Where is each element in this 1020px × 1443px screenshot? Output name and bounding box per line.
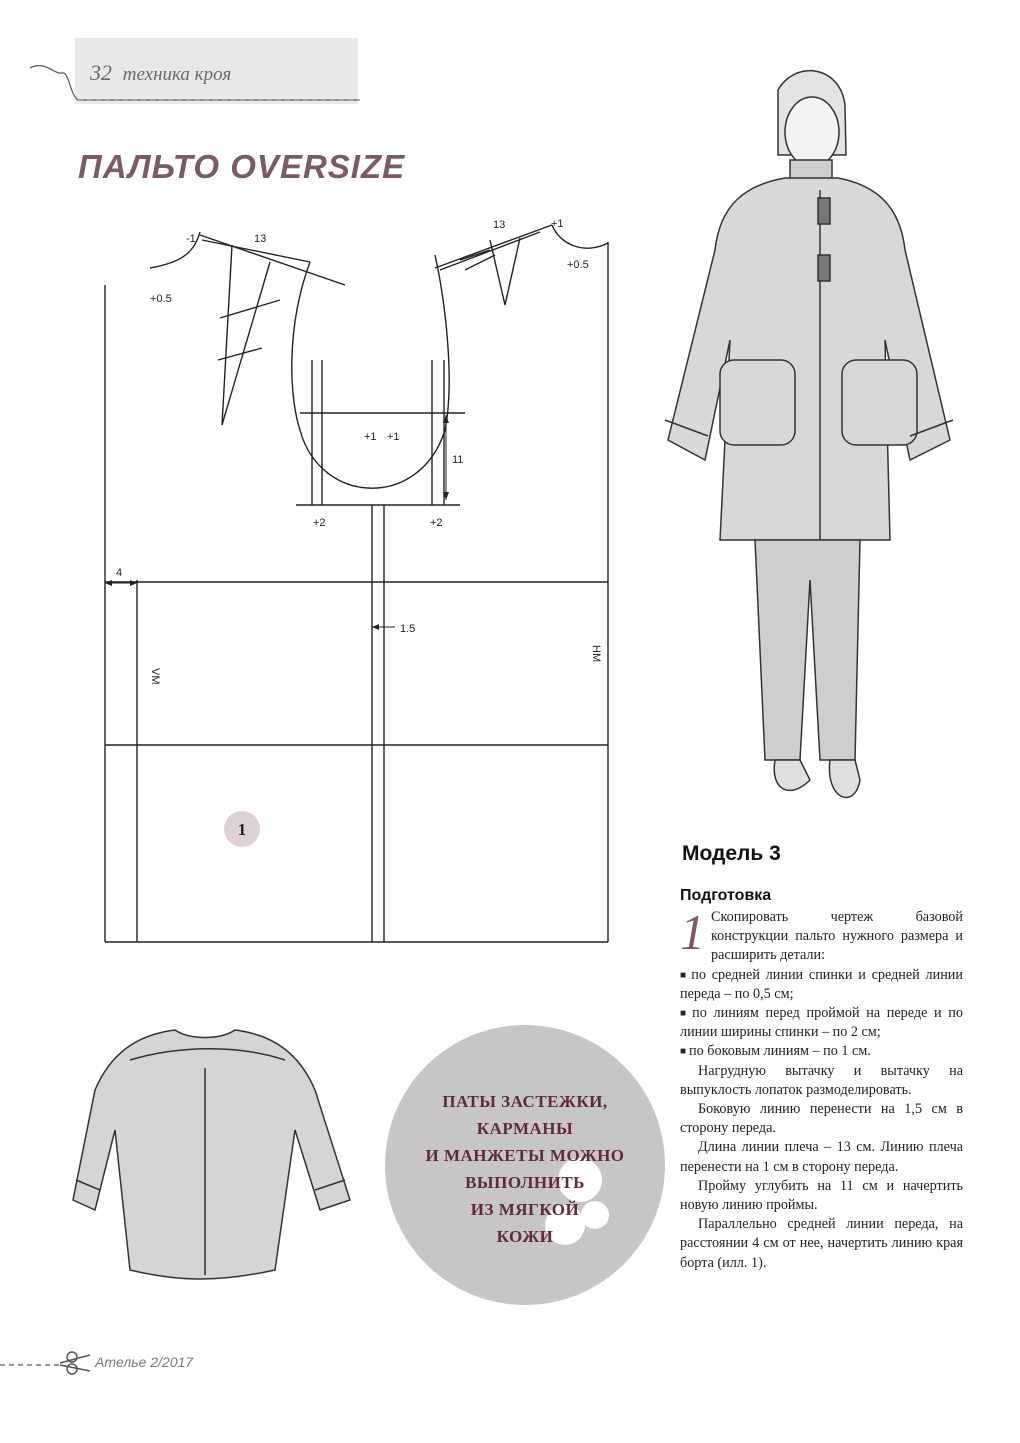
- shoe-left: [774, 760, 810, 790]
- label-plus2-left: +2: [313, 517, 326, 529]
- pocket-left: [720, 360, 795, 445]
- pattern-drawing: [0, 0, 660, 960]
- instructions: [680, 904, 963, 1273]
- scissors-icon: [0, 1345, 100, 1375]
- paragraph-5: Параллельно средней линии переда, на расстоянии 4 см от нее, начертить линию края борта (илл. 1).: [680, 1216, 963, 1271]
- front-dart: [490, 238, 520, 305]
- drop-cap: 1: [680, 904, 705, 960]
- page-title: ПАЛЬТО OVERSIZE: [78, 148, 406, 185]
- paragraph-1: Нагрудную вытачку и вытачку на выпуклость лопаток размоделировать.: [680, 1062, 963, 1098]
- coat-body: [668, 178, 950, 540]
- trousers: [755, 540, 860, 760]
- label-plus2-right: +2: [430, 517, 443, 529]
- label-shoulder-left: 13: [254, 233, 267, 245]
- label-side-shift: 1.5: [400, 623, 416, 635]
- label-plus1-shoulder: +1: [551, 218, 564, 230]
- label-shoulder-right: 13: [493, 219, 506, 231]
- bullet-icon: ■: [680, 1046, 687, 1058]
- bullet-icon: ■: [680, 969, 689, 981]
- bullet-3: по боковым линиям – по 1 см.: [689, 1043, 871, 1060]
- paragraph-3: Длина линии плеча – 13 см. Линию плеча перенести на 1 см в сторону переда.: [680, 1139, 963, 1175]
- face: [785, 97, 839, 167]
- callout-line-2: КАРМАНЫ: [476, 1119, 574, 1138]
- figure-number: 1: [237, 820, 247, 839]
- page-number: 32: [90, 60, 112, 85]
- back-shoulder: [200, 235, 345, 285]
- callout-line-6: КОЖИ: [496, 1227, 554, 1246]
- callout-line-1: ПАТЫ ЗАСТЕЖКИ,: [442, 1092, 608, 1111]
- pocket-right: [842, 360, 917, 445]
- callout-line-3: И МАНЖЕТЫ МОЖНО: [425, 1146, 625, 1165]
- placket-tab: [818, 198, 830, 224]
- label-extension: 4: [116, 567, 123, 579]
- callout-text: [410, 1088, 640, 1250]
- shoe-right: [829, 760, 860, 797]
- front-shoulder: [435, 225, 552, 268]
- fashion-illustration: [660, 60, 960, 840]
- bullet-2: по линиям перед проймой на переде и по линии ширины спинки – по 2 см;: [680, 1005, 963, 1041]
- label-nm: HM: [590, 645, 602, 663]
- instruction-intro: Скопировать чертеж базовой конструкции пальто нужного размера и расширить детали:: [711, 909, 963, 964]
- footer-text: Ателье 2/2017: [95, 1354, 194, 1370]
- label-vm: VM: [149, 668, 161, 685]
- callout-line-4: ВЫПОЛНИТЬ: [465, 1173, 585, 1192]
- label-minus1: -1: [186, 233, 196, 245]
- back-coat-body: [73, 1030, 350, 1279]
- paragraph-4: Пройму углубить на 11 см и начертить новую линию проймы.: [680, 1177, 963, 1214]
- back-view-sketch: [70, 1020, 360, 1290]
- section-heading: Подготовка: [680, 887, 772, 904]
- callout-line-5: ИЗ МЯГКОЙ: [470, 1200, 580, 1219]
- bullet-1: по средней линии спинки и средней линии переда – по 0,5 см;: [680, 966, 963, 1002]
- back-dart: [222, 245, 270, 425]
- section-name: техника кроя: [122, 64, 232, 85]
- label-plus05-left: +0.5: [150, 293, 172, 305]
- label-depth: 11: [452, 454, 464, 466]
- model-title: Модель 3: [682, 842, 781, 865]
- paragraph-2: Боковую линию перенести на 1,5 см в сторону переда.: [680, 1101, 963, 1137]
- label-plus1-a: +1: [364, 431, 377, 443]
- label-plus1-b: +1: [387, 431, 400, 443]
- label-plus05-right: +0.5: [567, 259, 589, 271]
- armhole-curve: [292, 255, 449, 488]
- bullet-icon: ■: [680, 1008, 690, 1020]
